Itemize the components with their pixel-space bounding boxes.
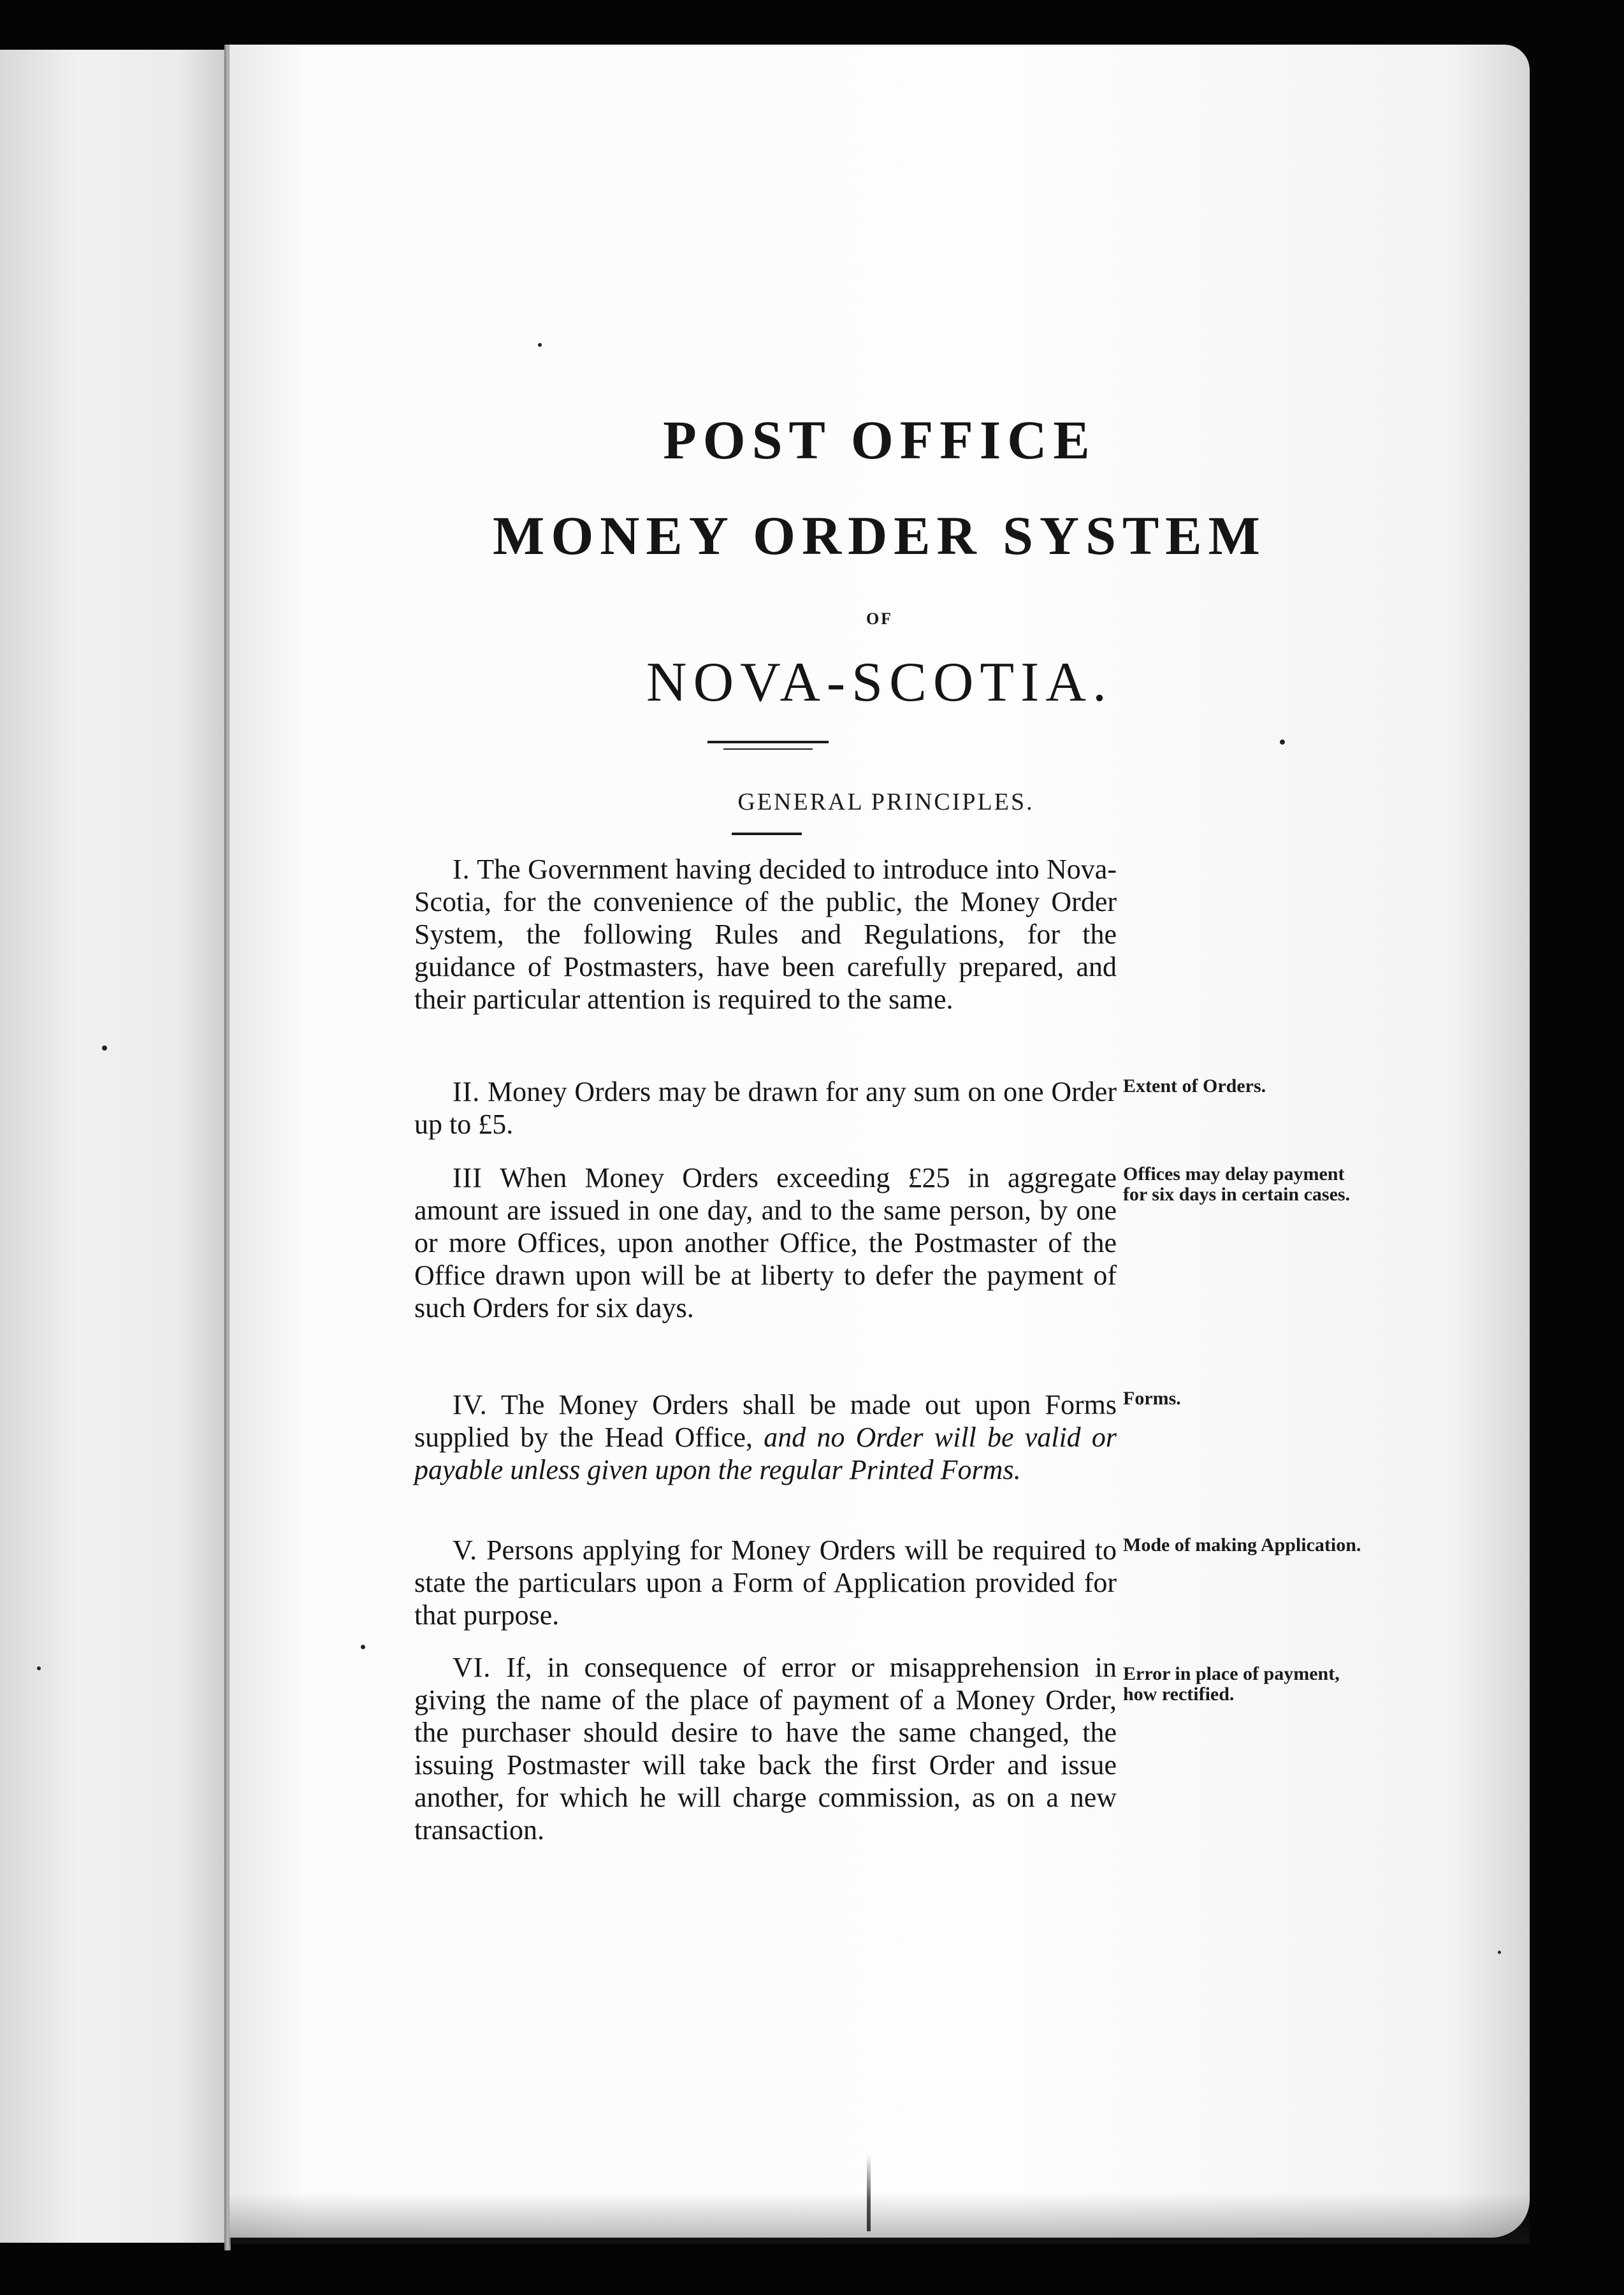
paragraph-text: The Money Orders shall be made out upon Forms supplied by the Head Office, (414, 1389, 1117, 1453)
margin-note-error-in-place: Error in place of payment, how rectified. (1123, 1663, 1340, 1705)
page-bottom-shadow (229, 2193, 1530, 2244)
paragraph-1 (414, 853, 1117, 1016)
heading-rule (732, 833, 802, 835)
margin-note-extent-of-orders: Extent of Orders. (1123, 1075, 1266, 1096)
paragraph-text: When Money Orders exceeding £25 in aggregate amount are issued in one day, and to the same person, by one or more Offices, upon another Office, the Postmaster of the Office drawn upon will be at liberty to defer the payment of such Orders for six days. (414, 1162, 1117, 1323)
title-line-3: NOVA-SCOTIA. (646, 652, 1113, 713)
paragraph-5 (414, 1534, 1117, 1631)
margin-note-offices-may-delay: Offices may delay payment for six days in certain cases. (1123, 1163, 1351, 1205)
margin-note-mode-of-application: Mode of making Application. (1123, 1534, 1361, 1556)
paragraph-4 (414, 1388, 1117, 1486)
paragraph-text: Money Orders may be drawn for any sum on one Order up to £5. (414, 1076, 1117, 1140)
scan-speck (37, 1666, 41, 1670)
paragraph-text: If, in consequence of error or misapprehension in giving the name of the place of payment of a Money Order, the purchaser should desire to have the same changed, the issuing Postmaster will take back the first Order and issue another, for which he will charge commission, as on a new transaction. (414, 1652, 1117, 1846)
document-page (229, 45, 1530, 2238)
title-rule-thin (723, 748, 813, 750)
paragraph-number: II. (453, 1076, 481, 1107)
title-line-1: POST OFFICE (663, 409, 1096, 470)
previous-page-edge (0, 50, 224, 2243)
scan-speck (1280, 740, 1285, 745)
page-fold-mark (867, 2155, 871, 2231)
paragraph-italic-text: and no Order will be valid or payable unless given upon the regular Printed Forms. (414, 1422, 1117, 1485)
title-rule (707, 741, 829, 743)
scan-speck (361, 1645, 365, 1649)
paragraph-number: V. (453, 1534, 478, 1566)
title-of: OF (866, 609, 894, 628)
paragraph-number: I. (453, 854, 470, 885)
paragraph-6 (414, 1651, 1117, 1846)
paragraph-number: III (453, 1162, 482, 1193)
paragraph-text: The Government having decided to introduce into Nova-Scotia, for the convenience of the public, the Money Order System, the following Rules and Regulations, for the guidance of Postmasters, have been carefully prepared, and their particular attention is required to the same. (414, 854, 1117, 1015)
title-line-2: MONEY ORDER SYSTEM (493, 505, 1266, 566)
paragraph-2 (414, 1075, 1117, 1140)
paragraph-number: VI. (453, 1652, 491, 1683)
paragraph-text: Persons applying for Money Orders will be required to state the particulars upon a Form of Application provided for that purpose. (414, 1534, 1117, 1631)
paragraph-3 (414, 1162, 1117, 1324)
scan-speck (538, 343, 542, 347)
scan-speck (102, 1046, 107, 1051)
paragraph-number: IV. (453, 1389, 488, 1420)
scan-speck (1498, 1951, 1501, 1954)
margin-note-forms: Forms. (1123, 1388, 1181, 1409)
section-heading: GENERAL PRINCIPLES. (737, 789, 1034, 815)
